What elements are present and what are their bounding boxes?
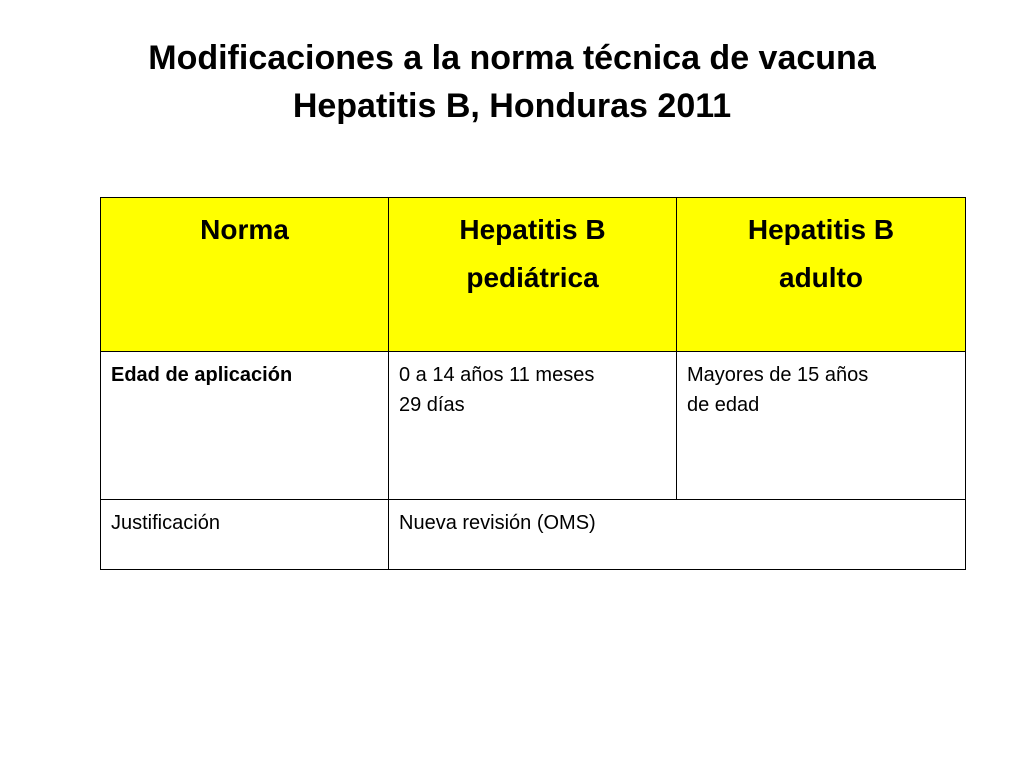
cell-edad-adulto-line-1: Mayores de 15 años xyxy=(687,364,869,386)
table-row xyxy=(101,500,966,570)
cell-edad-adulto-line-2: de edad xyxy=(687,394,760,416)
header-pediatrica-line-1: Hepatitis B xyxy=(459,214,606,245)
slide-title-line-1: Modificaciones a la norma técnica de vacuna xyxy=(148,39,876,77)
header-norma xyxy=(101,198,389,352)
table-header-row xyxy=(101,198,966,352)
header-hepatitis-b-pediatrica xyxy=(389,198,677,352)
cell-edad-adulto xyxy=(677,352,966,500)
header-pediatrica-line-2: pediátrica xyxy=(466,262,599,293)
slide-title-line-2: Hepatitis B, Honduras 2011 xyxy=(292,87,732,125)
cell-edad-pediatrica-line-2: 29 días xyxy=(399,394,465,416)
header-norma-label: Norma xyxy=(200,214,289,245)
cell-edad-pediatrica-line-1: 0 a 14 años 11 meses xyxy=(399,364,595,386)
vaccine-norm-table xyxy=(100,197,966,570)
row-label-justificacion: Justificación xyxy=(101,500,389,570)
cell-edad-pediatrica xyxy=(389,352,677,500)
header-hepatitis-b-adulto xyxy=(677,198,966,352)
table-row xyxy=(101,352,966,500)
cell-justificacion-value: Nueva revisión (OMS) xyxy=(389,500,966,570)
row-label-edad: Edad de aplicación xyxy=(101,352,389,500)
header-adulto-line-1: Hepatitis B xyxy=(747,214,895,245)
header-adulto-line-2: adulto xyxy=(779,262,863,293)
slide-title xyxy=(40,34,984,130)
